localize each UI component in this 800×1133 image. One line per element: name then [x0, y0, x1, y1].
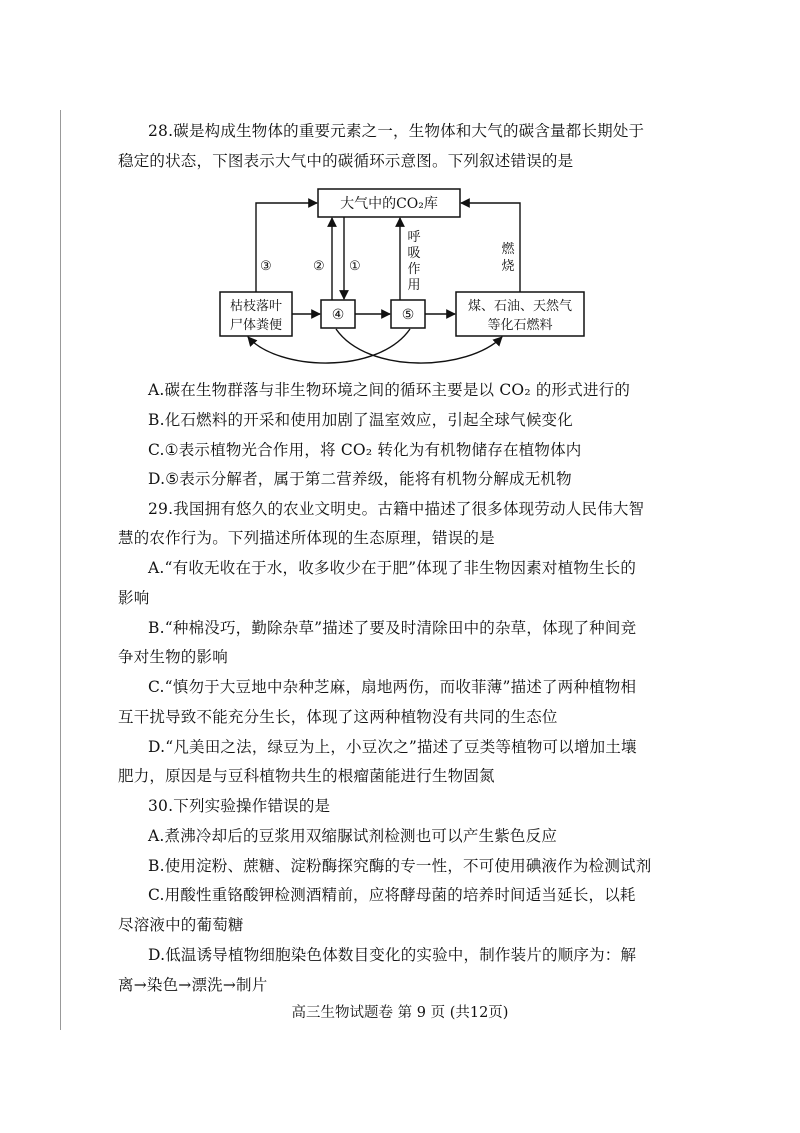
respiration-label-4: 用 [407, 278, 421, 293]
burning-label-1: 燃 [501, 242, 515, 257]
q28-option-c: C.①表示植物光合作用，将 CO₂ 转化为有机物储存在植物体内 [148, 441, 582, 459]
q29-option-c-line2: 互干扰导致不能充分生长，体现了这两种植物没有共同的生态位 [118, 708, 558, 726]
q28-option-b: B.化石燃料的开采和使用加剧了温室效应，引起全球气候变化 [148, 411, 573, 429]
q29-stem-line1: 29.我国拥有悠久的农业文明史。古籍中描述了很多体现劳动人民伟大智 [148, 500, 645, 518]
q30-option-d-line1: D.低温诱导植物细胞染色体数目变化的实验中，制作装片的顺序为：解 [148, 946, 637, 964]
label-1: ① [349, 259, 361, 274]
q29-option-b-line2: 争对生物的影响 [118, 648, 228, 666]
q30-option-c-line1: C.用酸性重铬酸钾检测酒精前，应将酵母菌的培养时间适当延长，以耗 [148, 886, 636, 904]
fossil-label-line2: 等化石燃料 [487, 318, 553, 333]
q28-option-a: A.碳在生物群落与非生物环境之间的循环主要是以 CO₂ 的形式进行的 [148, 381, 631, 399]
q29-option-b-line1: B.“种棉没巧，勤除杂草”描述了要及时清除田中的杂草，体现了种间竞 [148, 619, 637, 637]
q28-stem-line1: 28.碳是构成生物体的重要元素之一，生物体和大气的碳含量都长期处于 [148, 122, 645, 140]
q29-option-d-line2: 肥力，原因是与豆科植物共生的根瘤菌能进行生物固氮 [118, 767, 495, 785]
curve-4-to-fossil [336, 329, 502, 363]
atmosphere-label: 大气中的CO₂库 [340, 196, 438, 212]
q28-stem-line2: 稳定的状态，下图表示大气中的碳循环示意图。下列叙述错误的是 [118, 152, 574, 170]
litter-label-line2: 尸体粪便 [229, 318, 283, 333]
q30-option-c-line2: 尽溶液中的葡萄糖 [118, 916, 244, 934]
node5-label: ⑤ [401, 307, 415, 323]
litter-label-line1: 枯枝落叶 [229, 299, 283, 314]
arrow-3 [256, 203, 317, 292]
page-footer: 高三生物试题卷 第 9 页 (共12页) [291, 1005, 509, 1021]
curve-5-to-litter [248, 329, 410, 363]
respiration-label-2: 吸 [407, 246, 421, 261]
fossil-label-line1: 煤、石油、天然气 [467, 299, 573, 314]
margin-line [60, 110, 61, 1030]
q29-option-a-line1: A.“有收无收在于水，收多收少在于肥”体现了非生物因素对植物生长的 [148, 559, 637, 577]
node4-label: ④ [331, 307, 345, 323]
q28-option-d: D.⑤表示分解者，属于第二营养级，能将有机物分解成无机物 [148, 470, 572, 488]
carbon-cycle-diagram [218, 185, 588, 375]
q29-option-d-line1: D.“凡美田之法，绿豆为上，小豆次之”描述了豆类等植物可以增加土壤 [148, 738, 637, 756]
respiration-label-1: 呼 [407, 230, 421, 245]
label-2: ② [313, 259, 325, 274]
q30-option-a: A.煮沸冷却后的豆浆用双缩脲试剂检测也可以产生紫色反应 [148, 827, 558, 845]
label-3: ③ [260, 259, 272, 274]
respiration-label-3: 作 [407, 262, 421, 277]
q29-option-a-line2: 影响 [118, 589, 150, 607]
q30-stem: 30.下列实验操作错误的是 [148, 797, 331, 815]
q30-option-d-line2: 离→染色→漂洗→制片 [118, 976, 268, 994]
q30-option-b: B.使用淀粉、蔗糖、淀粉酶探究酶的专一性，不可使用碘液作为检测试剂 [148, 857, 652, 875]
burning-label-2: 烧 [501, 259, 515, 274]
q29-stem-line2: 慧的农作行为。下列描述所体现的生态原理，错误的是 [118, 529, 495, 547]
q29-option-c-line1: C.“慎勿于大豆地中杂种芝麻，扇地两伤，而收菲薄”描述了两种植物相 [148, 678, 637, 696]
